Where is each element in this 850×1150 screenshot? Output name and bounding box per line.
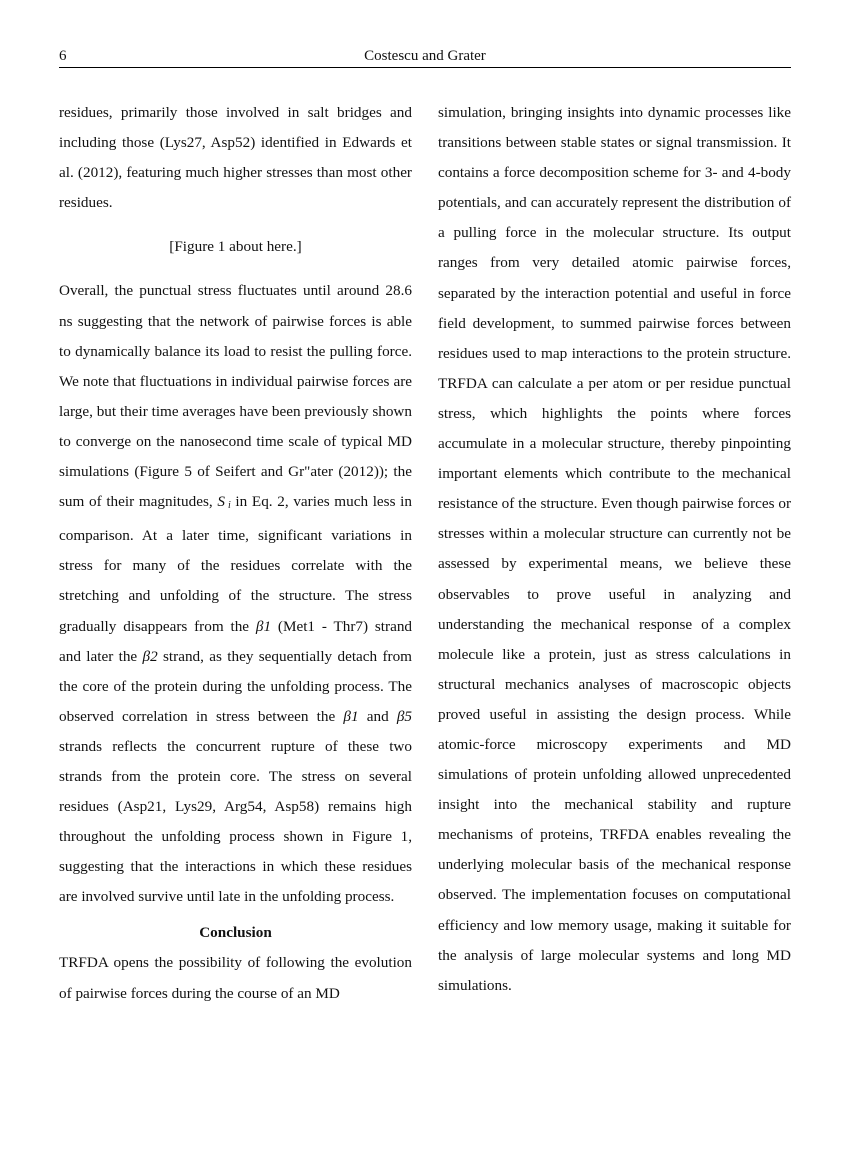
text-segment: in Eq. 2, varies much less in comparison. At a later time, significant variations in stress for many of the residues correlate with the stretching and unfolding of the structure. The stress gradually disappears from the xyxy=(59,493,412,635)
page-header xyxy=(59,47,791,68)
left-column xyxy=(59,98,412,1009)
right-column xyxy=(438,98,791,1001)
paragraph-conclusion-start: TRFDA opens the possibility of following the evolution of pairwise forces during the course of an MD xyxy=(59,954,412,1002)
running-head: Costescu and Grater xyxy=(364,48,486,64)
math-symbol-s: S xyxy=(217,493,225,511)
text-segment: strand, as they sequentially detach from the core of the protein during the unfolding process. The observed correlation in stress between the xyxy=(59,647,412,725)
page-number: 6 xyxy=(59,48,67,64)
figure-placeholder: [Figure 1 about here.] xyxy=(169,238,302,256)
math-beta2: β2 xyxy=(142,647,158,665)
conclusion-heading: Conclusion xyxy=(199,924,272,942)
paragraph-conclusion-continued: simulation, bringing insights into dynamic processes like transitions between stable states or signal transmission. It contains a force decomposition scheme for 3- and 4-body potentials, and can accurately represent the distribution of a pulling force in the molecular structure. Its output ranges from very detailed atomic pairwise forces, separated by the interaction potential and useful in force field development, to summed pairwise forces between residues used to map interactions to the protein structure. TRFDA can calculate a per atom or per residue punctual stress, which highlights the points where forces accumulate in a molecular structure, thereby pinpointing important elements which contribute to the mechanical resistance of the structure. Even though pairwise forces or stresses within a molecular structure can currently not be assessed by experimental means, we believe these observables to prove useful in analyzing and understanding the mechanical response of a complex molecule like a protein, just as stress calculations in structural mechanics analyses of macroscopic objects proved useful in assisting the design process. While atomic-force microscopy experiments and MD simulations of protein unfolding allowed unprecedented insight into the mechanical stability and rupture mechanisms of proteins, TRFDA enables revealing the underlying molecular basis of the mechanical response observed. The implementation focuses on computational efficiency and low memory usage, making it suitable for the analysis of large molecular systems and long MD simulations. xyxy=(438,104,791,994)
math-beta1: β1 xyxy=(343,707,359,725)
math-subscript-i: i xyxy=(227,500,231,512)
text-segment: (Met1 - Thr7) strand and later the xyxy=(59,617,413,665)
paragraph-overall xyxy=(59,276,412,912)
math-beta5: β5 xyxy=(396,707,413,725)
math-beta1: β1 xyxy=(255,617,272,635)
paragraph-residues: residues, primarily those involved in salt bridges and including those (Lys27, Asp52) identified in Edwards et al. (2012), featuring much higher stresses than most other residues. xyxy=(59,104,412,212)
text-segment: Overall, the punctual stress fluctuates until around 28.6 ns suggesting that the network of pairwise forces is able to dynamically balance its load to resist the pulling force. We note that fluctuations in individual pairwise forces are large, but their time averages have been previously shown to converge on the nanosecond time scale of typical MD simulations (Figure 5 of Seifert and Gr"ater (2012)); the sum of their magnitudes, xyxy=(59,282,412,511)
text-segment: and xyxy=(366,707,389,725)
text-segment: strands reflects the concurrent rupture of these two strands from the protein core. The stress on several residues (Asp21, Lys29, Arg54, Asp58) remains high throughout the unfolding process shown in Figure 1, suggesting that the interactions in which these residues are involved survive until late in the unfolding process. xyxy=(59,737,412,906)
